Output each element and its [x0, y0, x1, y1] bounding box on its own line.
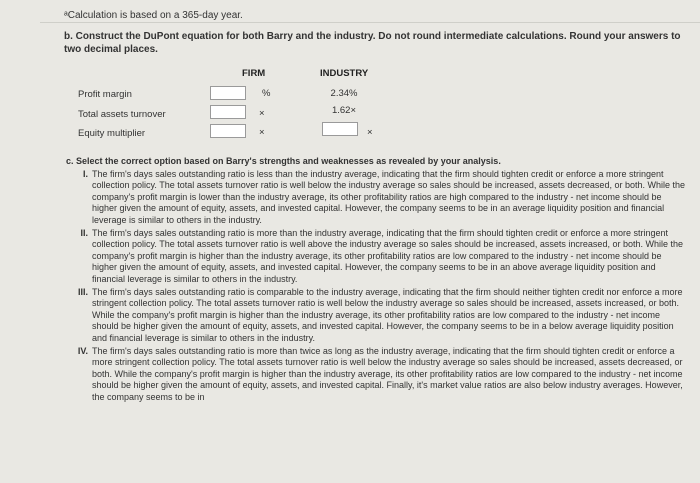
- industry-column-header: INDUSTRY: [320, 68, 369, 79]
- question-b: b. Construct the DuPont equation for both Barry and the industry. Do not round intermediate calculations. Round your answers to two decimal places.: [64, 31, 681, 55]
- times-unit: ×: [367, 127, 373, 138]
- option-text: The firm's days sales outstanding ratio is comparable to the industry average, indicating that the firm should neither tighten credit nor enforce a more stringent collection policy. The total assets turnover ratio is well below the industry average so sales should be increased, assets increased, or both. While the company's profit margin is higher than the industry average, its other profitability ratios are low compared to the industry - net income should be higher given the amount of equity, assets, and invested capital. However, the company seems to be in a below average liquidity position and financial leverage is similar to others in the industry.: [92, 286, 683, 343]
- industry-equity-multiplier-input[interactable]: [322, 122, 358, 136]
- equity-multiplier-label: Equity multiplier: [78, 128, 146, 139]
- option-ii[interactable]: [66, 228, 686, 286]
- option-number: I.: [82, 168, 88, 179]
- total-assets-turnover-label: Total assets turnover: [78, 109, 166, 120]
- option-text: The firm's days sales outstanding ratio is more than twice as long as the industry average, indicating that the firm should tighten credit or enforce a more stringent collection policy. The total assets turnover ratio is well below the industry average so sales should be increased, assets decreased, or both. While the company's profit margin is higher than the industry average, its other profitability ratios are low compared to the industry - net income should be higher given the amount of equity, assets, and invested capital. Finally, it's market value ratios are also below industry averages. However, the company seems to be in: [92, 345, 683, 402]
- industry-profit-margin: 2.34%: [330, 88, 358, 99]
- option-number: IV.: [77, 345, 88, 356]
- option-i[interactable]: [66, 169, 686, 227]
- percent-unit: %: [262, 88, 271, 99]
- option-number: III.: [77, 286, 88, 297]
- part-c-section: [66, 156, 686, 403]
- profit-margin-label: Profit margin: [78, 89, 132, 100]
- option-iv[interactable]: [66, 346, 686, 404]
- firm-profit-margin-input[interactable]: [210, 86, 246, 100]
- firm-equity-multiplier-input[interactable]: [210, 124, 246, 138]
- option-text: The firm's days sales outstanding ratio is more than the industry average, indicating that the firm should tighten credit or enforce a more stringent collection policy. The total assets turnover ratio is well above the industry average so sales should be increased, assets increased, or both. While the company's profit margin is higher than the industry average, its other profitability ratios are low compared to the industry - net income should be higher given the amount of equity, assets, and invested capital. However, the company seems to be in an above average liquidity position and financial leverage is similar to others in the industry.: [92, 227, 683, 284]
- times-unit: ×: [259, 127, 265, 138]
- firm-total-assets-turnover-input[interactable]: [210, 105, 246, 119]
- industry-total-assets-turnover: 1.62×: [331, 105, 357, 116]
- divider: [40, 22, 700, 23]
- option-number: II.: [80, 227, 88, 238]
- times-unit: ×: [259, 108, 265, 119]
- option-iii[interactable]: [66, 287, 686, 345]
- firm-column-header: FIRM: [242, 68, 266, 79]
- option-text: The firm's days sales outstanding ratio is less than the industry average, indicating that the firm should tighten credit or enforce a more stringent collection policy. The total assets turnover ratio is well below the industry average so sales should be increased, assets decreased, or both. While the company's profit margin is lower than the industry average, its other profitability ratios are high compared to the industry - net income should be higher given the amount of equity, assets, and invested capital. However, the company seems to be in an average liquidity position and financial leverage is similar to others in the industry.: [92, 168, 685, 225]
- footnote: ᵃCalculation is based on a 365-day year.: [64, 10, 243, 21]
- question-c: c. Select the correct option based on Barry's strengths and weaknesses as revealed by your analysis.: [66, 156, 501, 166]
